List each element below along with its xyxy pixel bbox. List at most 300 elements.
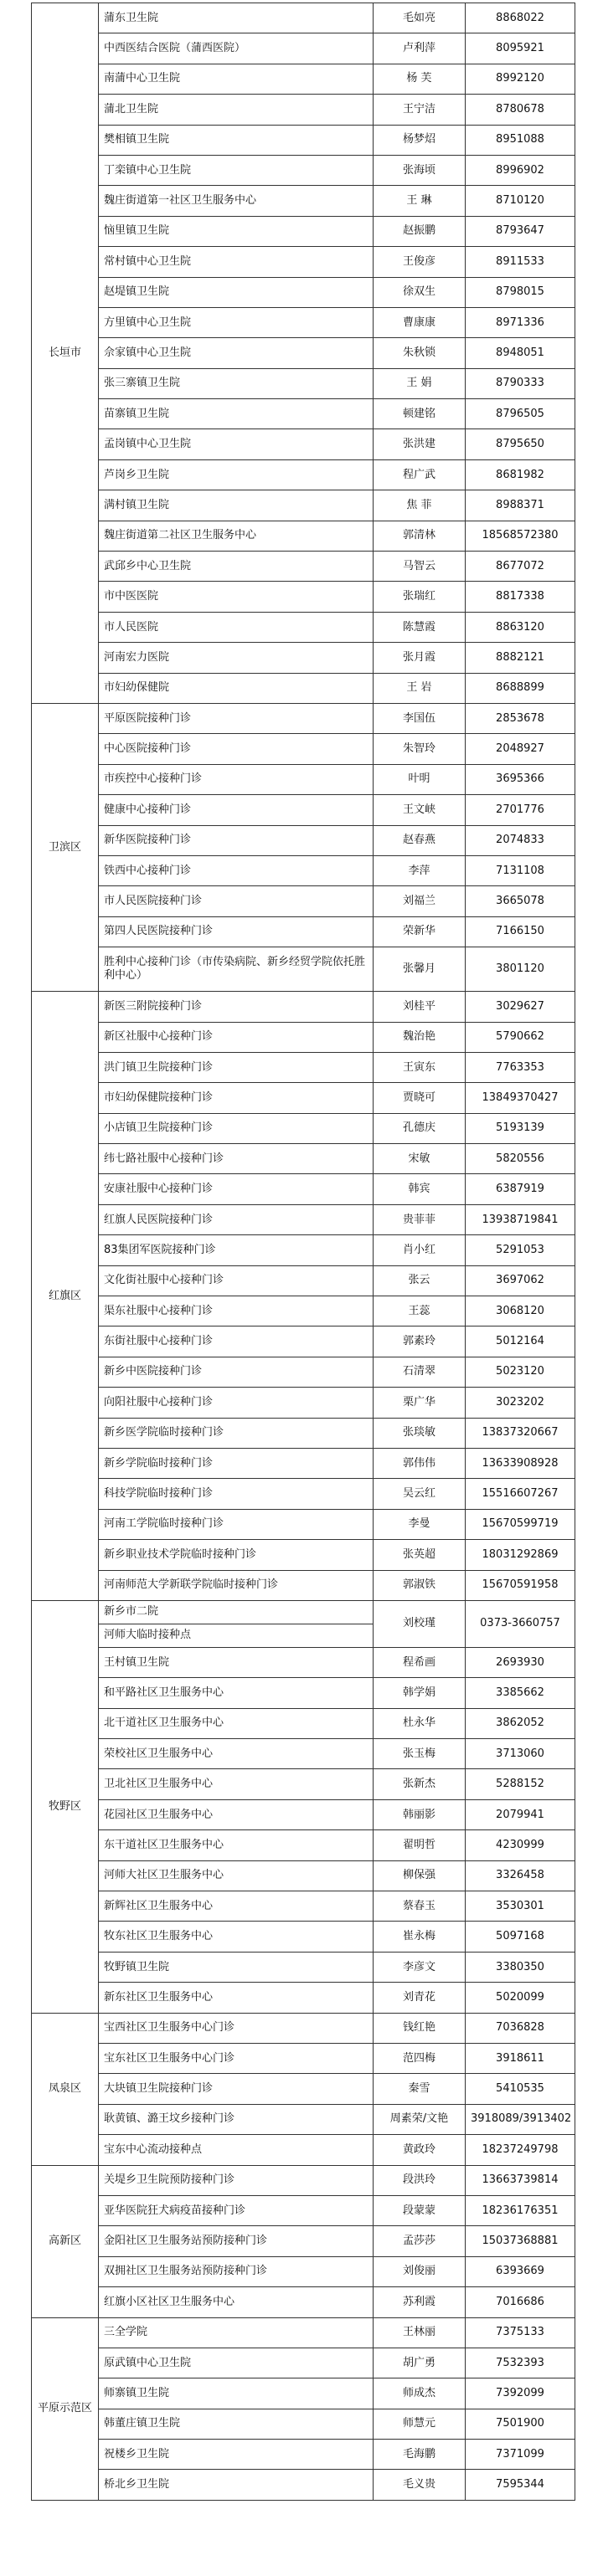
contact-cell: 孔德庆 (374, 1113, 466, 1143)
site-name-cell: 东干道社区卫生服务中心 (99, 1830, 374, 1860)
contact-cell: 叶明 (374, 764, 466, 794)
table-row (32, 399, 575, 429)
phone-cell: 8681982 (466, 459, 575, 490)
phone-cell: 3380350 (466, 1952, 575, 1982)
phone-cell: 0373-3660757 (466, 1600, 575, 1647)
phone-cell: 7371099 (466, 2440, 575, 2470)
site-name-cell: 武邱乡中心卫生院 (99, 552, 374, 582)
table-row (32, 2195, 575, 2225)
phone-cell: 3918611 (466, 2044, 575, 2074)
phone-cell: 3695366 (466, 764, 575, 794)
contact-cell: 石清翠 (374, 1357, 466, 1387)
contact-cell: 师成杰 (374, 2378, 466, 2409)
contact-cell: 段蒙蒙 (374, 2195, 466, 2225)
table-row (32, 1448, 575, 1478)
site-name-cell: 花园社区卫生服务中心 (99, 1799, 374, 1829)
contact-cell: 焦 菲 (374, 490, 466, 521)
phone-cell: 8992120 (466, 64, 575, 94)
table-row (32, 1083, 575, 1113)
table-row (32, 582, 575, 612)
phone-cell: 7532393 (466, 2348, 575, 2378)
phone-cell: 18236176351 (466, 2195, 575, 2225)
contact-cell: 王蕊 (374, 1296, 466, 1326)
contact-cell: 王俊彦 (374, 247, 466, 277)
site-name-cell: 文化街社服中心接种门诊 (99, 1265, 374, 1296)
contact-cell: 张新杰 (374, 1769, 466, 1799)
contact-cell: 贵菲菲 (374, 1204, 466, 1234)
contact-cell: 郭清林 (374, 521, 466, 551)
site-name-cell: 市妇幼保健院接种门诊 (99, 1083, 374, 1113)
phone-cell: 7375133 (466, 2317, 575, 2348)
table-row (32, 247, 575, 277)
table-row (32, 2074, 575, 2104)
phone-cell: 5020099 (466, 1983, 575, 2013)
phone-cell: 8996902 (466, 155, 575, 185)
table-row (32, 947, 575, 992)
phone-cell: 3530301 (466, 1891, 575, 1922)
phone-cell: 2079941 (466, 1799, 575, 1829)
contact-cell: 王文峡 (374, 795, 466, 825)
site-name-cell: 卫北社区卫生服务中心 (99, 1769, 374, 1799)
table-row (32, 1799, 575, 1829)
phone-cell: 7501900 (466, 2409, 575, 2439)
contact-cell: 贾晓可 (374, 1083, 466, 1113)
contact-cell: 范四梅 (374, 2044, 466, 2074)
contact-cell: 王 岩 (374, 673, 466, 703)
table-row (32, 1860, 575, 1891)
phone-cell: 5023120 (466, 1357, 575, 1387)
table-row (32, 307, 575, 337)
phone-cell: 7016686 (466, 2287, 575, 2317)
table-row (32, 1235, 575, 1265)
site-name-cell: 红旗小区社区卫生服务中心 (99, 2287, 374, 2317)
table-row (32, 2317, 575, 2348)
contact-cell: 郭伟伟 (374, 1448, 466, 1478)
site-name-cell: 原武镇中心卫生院 (99, 2348, 374, 2378)
site-name-cell: 新辉社区卫生服务中心 (99, 1891, 374, 1922)
contact-cell: 王寅东 (374, 1052, 466, 1082)
site-name-cell: 樊相镇卫生院 (99, 125, 374, 155)
site-name-cell: 亚华医院狂犬病疫苗接种门诊 (99, 2195, 374, 2225)
site-name-cell: 安康社服中心接种门诊 (99, 1174, 374, 1204)
contact-cell: 张月霞 (374, 643, 466, 673)
table-row (32, 3, 575, 33)
phone-cell: 8951088 (466, 125, 575, 155)
table-row (32, 1769, 575, 1799)
table-row (32, 795, 575, 825)
table-row (32, 2104, 575, 2134)
phone-cell: 8911533 (466, 247, 575, 277)
site-name-cell: 新乡市二院 (99, 1600, 374, 1624)
table-row (32, 855, 575, 885)
table-row (32, 1052, 575, 1082)
site-name-cell: 新乡职业技术学院临时接种门诊 (99, 1540, 374, 1570)
table-row (32, 521, 575, 551)
phone-cell: 8882121 (466, 643, 575, 673)
table-row (32, 1174, 575, 1204)
table-row (32, 2287, 575, 2317)
contact-cell: 李国伍 (374, 703, 466, 733)
site-name-cell: 蒲北卫生院 (99, 95, 374, 125)
phone-cell: 15670591958 (466, 1570, 575, 1600)
contact-cell: 张琰敏 (374, 1418, 466, 1448)
site-name-cell: 红旗人民医院接种门诊 (99, 1204, 374, 1234)
contact-cell: 张英超 (374, 1540, 466, 1570)
contact-cell: 郭素玲 (374, 1326, 466, 1357)
site-name-cell: 恼里镇卫生院 (99, 216, 374, 246)
site-name-cell: 科技学院临时接种门诊 (99, 1479, 374, 1509)
district-cell: 牧野区 (32, 1600, 99, 2013)
phone-cell: 13938719841 (466, 1204, 575, 1234)
contact-cell: 程广武 (374, 459, 466, 490)
phone-cell: 13837320667 (466, 1418, 575, 1448)
contact-cell: 杨 芙 (374, 64, 466, 94)
site-name-cell: 苗寨镇卫生院 (99, 399, 374, 429)
site-name-cell: 满村镇卫生院 (99, 490, 374, 521)
district-cell: 凤泉区 (32, 2013, 99, 2165)
table-row (32, 1479, 575, 1509)
site-name-cell: 丁栾镇中心卫生院 (99, 155, 374, 185)
contact-cell: 韩宾 (374, 1174, 466, 1204)
table-row (32, 1296, 575, 1326)
table-row (32, 1739, 575, 1769)
table-row (32, 1144, 575, 1174)
phone-cell: 7763353 (466, 1052, 575, 1082)
phone-cell: 5790662 (466, 1022, 575, 1052)
phone-cell: 8780678 (466, 95, 575, 125)
table-row (32, 277, 575, 307)
contact-cell: 蔡春玉 (374, 1891, 466, 1922)
site-name-cell: 新东社区卫生服务中心 (99, 1983, 374, 2013)
contact-cell: 刘桂平 (374, 992, 466, 1022)
phone-cell: 5097168 (466, 1922, 575, 1952)
contact-cell: 卢利萍 (374, 33, 466, 64)
phone-cell: 8948051 (466, 338, 575, 368)
contact-cell: 苏利霞 (374, 2287, 466, 2317)
site-name-cell: 常村镇中心卫生院 (99, 247, 374, 277)
table-row (32, 2165, 575, 2195)
site-name-cell: 金阳社区卫生服务站预防接种门诊 (99, 2226, 374, 2256)
contact-cell: 张馨月 (374, 947, 466, 992)
contact-cell: 刘青花 (374, 1983, 466, 2013)
contact-cell: 柳保强 (374, 1860, 466, 1891)
contact-cell: 栗广华 (374, 1388, 466, 1418)
phone-cell: 8988371 (466, 490, 575, 521)
contact-cell: 刘俊丽 (374, 2256, 466, 2286)
contact-cell: 崔永梅 (374, 1922, 466, 1952)
site-name-cell: 赵堤镇卫生院 (99, 277, 374, 307)
table-row (32, 125, 575, 155)
phone-cell: 2693930 (466, 1647, 575, 1677)
site-name-cell: 大块镇卫生院接种门诊 (99, 2074, 374, 2104)
site-name-cell: 市妇幼保健院 (99, 673, 374, 703)
phone-cell: 2853678 (466, 703, 575, 733)
site-name-cell: 市人民医院接种门诊 (99, 886, 374, 916)
contact-cell: 陈慧霞 (374, 612, 466, 642)
site-name-cell: 第四人民医院接种门诊 (99, 916, 374, 947)
contact-cell: 荣新华 (374, 916, 466, 947)
phone-cell: 3023202 (466, 1388, 575, 1418)
contact-cell: 刘校瑾 (374, 1600, 466, 1647)
table-row (32, 1647, 575, 1677)
site-name-cell: 张三寨镇卫生院 (99, 368, 374, 398)
phone-cell: 7036828 (466, 2013, 575, 2043)
contact-cell: 钱红艳 (374, 2013, 466, 2043)
table-row (32, 1678, 575, 1708)
contact-cell: 孟莎莎 (374, 2226, 466, 2256)
site-name-cell: 牧野镇卫生院 (99, 1952, 374, 1982)
table-row (32, 1265, 575, 1296)
phone-cell: 13849370427 (466, 1083, 575, 1113)
site-name-cell: 新乡医学院临时接种门诊 (99, 1418, 374, 1448)
table-row (32, 429, 575, 459)
site-name-cell: 渠东社服中心接种门诊 (99, 1296, 374, 1326)
contact-cell: 刘福兰 (374, 886, 466, 916)
contact-cell: 李萍 (374, 855, 466, 885)
site-name-cell: 中西医结合医院（蒲西医院） (99, 33, 374, 64)
table-row (32, 1922, 575, 1952)
contact-cell: 赵振鹏 (374, 216, 466, 246)
phone-cell: 8971336 (466, 307, 575, 337)
district-cell: 高新区 (32, 2165, 99, 2317)
site-name-cell: 宝西社区卫生服务中心门诊 (99, 2013, 374, 2043)
contact-cell: 马智云 (374, 552, 466, 582)
contact-cell: 魏治艳 (374, 1022, 466, 1052)
contact-cell: 赵春燕 (374, 825, 466, 855)
site-name-cell: 王村镇卫生院 (99, 1647, 374, 1677)
site-name-cell: 宝东社区卫生服务中心门诊 (99, 2044, 374, 2074)
phone-cell: 13633908928 (466, 1448, 575, 1478)
contact-cell: 段洪玲 (374, 2165, 466, 2195)
district-cell: 红旗区 (32, 992, 99, 1601)
contact-cell: 毛义贵 (374, 2470, 466, 2500)
site-name-cell: 平原医院接种门诊 (99, 703, 374, 733)
site-name-cell: 市疾控中心接种门诊 (99, 764, 374, 794)
phone-cell: 6387919 (466, 1174, 575, 1204)
phone-cell: 3918089/3913402 (466, 2104, 575, 2134)
table-row (32, 186, 575, 216)
contact-cell: 张洪建 (374, 429, 466, 459)
table-row (32, 1022, 575, 1052)
contact-cell: 韩丽影 (374, 1799, 466, 1829)
table-row (32, 33, 575, 64)
table-row (32, 764, 575, 794)
table-row (32, 338, 575, 368)
phone-cell: 18237249798 (466, 2135, 575, 2165)
contact-cell: 张玉梅 (374, 1739, 466, 1769)
phone-cell: 18568572380 (466, 521, 575, 551)
site-name-cell: 牧东社区卫生服务中心 (99, 1922, 374, 1952)
table-row (32, 64, 575, 94)
contact-cell: 宋敏 (374, 1144, 466, 1174)
contact-cell: 王 琳 (374, 186, 466, 216)
site-name-cell: 河师大社区卫生服务中心 (99, 1860, 374, 1891)
phone-cell: 8793647 (466, 216, 575, 246)
phone-cell: 8868022 (466, 3, 575, 33)
phone-cell: 8795650 (466, 429, 575, 459)
phone-cell: 8677072 (466, 552, 575, 582)
site-name-cell: 洪门镇卫生院接种门诊 (99, 1052, 374, 1082)
contact-cell: 杨梦炤 (374, 125, 466, 155)
table-row (32, 1509, 575, 1539)
table-row (32, 552, 575, 582)
contact-cell: 胡广勇 (374, 2348, 466, 2378)
table-row (32, 368, 575, 398)
site-name-cell: 健康中心接种门诊 (99, 795, 374, 825)
phone-cell: 18031292869 (466, 1540, 575, 1570)
table-row (32, 1952, 575, 1982)
phone-cell: 2701776 (466, 795, 575, 825)
table-row (32, 1357, 575, 1387)
table-row (32, 2470, 575, 2500)
phone-cell: 8817338 (466, 582, 575, 612)
phone-cell: 15670599719 (466, 1509, 575, 1539)
table-row (32, 2378, 575, 2409)
contact-cell: 毛如亮 (374, 3, 466, 33)
contact-cell: 王林丽 (374, 2317, 466, 2348)
contact-cell: 曹康康 (374, 307, 466, 337)
phone-cell: 15516607267 (466, 1479, 575, 1509)
table-row (32, 1388, 575, 1418)
contact-cell: 肖小红 (374, 1235, 466, 1265)
phone-cell: 7595344 (466, 2470, 575, 2500)
contact-cell: 毛海鹏 (374, 2440, 466, 2470)
contact-cell: 张海顷 (374, 155, 466, 185)
site-name-cell: 小店镇卫生院接种门诊 (99, 1113, 374, 1143)
table-row (32, 2135, 575, 2165)
district-cell: 平原示范区 (32, 2317, 99, 2500)
site-name-cell: 祝楼乡卫生院 (99, 2440, 374, 2470)
table-row (32, 2226, 575, 2256)
site-name-cell: 耿黄镇、潞王坟乡接种门诊 (99, 2104, 374, 2134)
table-row (32, 1708, 575, 1738)
site-name-cell: 孟岗镇中心卫生院 (99, 429, 374, 459)
table-row (32, 643, 575, 673)
phone-cell: 6393669 (466, 2256, 575, 2286)
table-row (32, 916, 575, 947)
contact-cell: 吴云红 (374, 1479, 466, 1509)
site-name-cell: 双拥社区卫生服务站预防接种门诊 (99, 2256, 374, 2286)
site-name-cell: 中心医院接种门诊 (99, 734, 374, 764)
table-row (32, 2409, 575, 2439)
contact-cell: 王 娟 (374, 368, 466, 398)
site-name-cell: 方里镇中心卫生院 (99, 307, 374, 337)
table-row (32, 1891, 575, 1922)
site-name-cell: 新乡中医院接种门诊 (99, 1357, 374, 1387)
contact-cell: 程希画 (374, 1647, 466, 1677)
phone-cell: 7131108 (466, 855, 575, 885)
table-row (32, 612, 575, 642)
table-row (32, 1600, 575, 1624)
contact-cell: 李曼 (374, 1509, 466, 1539)
phone-cell: 3801120 (466, 947, 575, 992)
phone-cell: 2048927 (466, 734, 575, 764)
site-name-cell: 桥北乡卫生院 (99, 2470, 374, 2500)
phone-cell: 5410535 (466, 2074, 575, 2104)
site-name-cell: 新华医院接种门诊 (99, 825, 374, 855)
table-row (32, 1326, 575, 1357)
phone-cell: 3665078 (466, 886, 575, 916)
table-body (32, 3, 575, 2501)
site-name-cell: 魏庄街道第一社区卫生服务中心 (99, 186, 374, 216)
table-row (32, 1204, 575, 1234)
phone-cell: 3713060 (466, 1739, 575, 1769)
phone-cell: 15037368881 (466, 2226, 575, 2256)
site-name-cell: 蒲东卫生院 (99, 3, 374, 33)
phone-cell: 8863120 (466, 612, 575, 642)
contact-cell: 李彦文 (374, 1952, 466, 1982)
contact-cell: 王宁洁 (374, 95, 466, 125)
contact-cell: 秦雪 (374, 2074, 466, 2104)
site-name-cell: 纬七路社服中心接种门诊 (99, 1144, 374, 1174)
site-name-cell: 魏庄街道第二社区卫生服务中心 (99, 521, 374, 551)
contact-cell: 翟明哲 (374, 1830, 466, 1860)
site-name-cell: 河南宏力医院 (99, 643, 374, 673)
contact-cell: 朱智玲 (374, 734, 466, 764)
contact-cell: 张瑞红 (374, 582, 466, 612)
table-row (32, 2348, 575, 2378)
table-row (32, 673, 575, 703)
site-name-cell: 南蒲中心卫生院 (99, 64, 374, 94)
phone-cell: 7166150 (466, 916, 575, 947)
site-name-cell: 荣校社区卫生服务中心 (99, 1739, 374, 1769)
site-name-cell: 铁西中心接种门诊 (99, 855, 374, 885)
site-name-cell: 关堤乡卫生院预防接种门诊 (99, 2165, 374, 2195)
contact-cell: 张云 (374, 1265, 466, 1296)
phone-cell: 8790333 (466, 368, 575, 398)
phone-cell: 2074833 (466, 825, 575, 855)
contact-cell: 徐双生 (374, 277, 466, 307)
site-name-cell: 市中医医院 (99, 582, 374, 612)
table-row (32, 1418, 575, 1448)
vaccination-site-table (31, 3, 575, 2501)
phone-cell: 13663739814 (466, 2165, 575, 2195)
contact-cell: 郭淑铁 (374, 1570, 466, 1600)
phone-cell: 3029627 (466, 992, 575, 1022)
site-name-cell: 新区社服中心接种门诊 (99, 1022, 374, 1052)
site-name-cell: 胜利中心接种门诊（市传染病院、新乡经贸学院依托胜利中心） (99, 947, 374, 992)
table-row (32, 2044, 575, 2074)
phone-cell: 8688899 (466, 673, 575, 703)
table-row (32, 155, 575, 185)
phone-cell: 5193139 (466, 1113, 575, 1143)
contact-cell: 杜永华 (374, 1708, 466, 1738)
contact-cell: 周素荣/文艳 (374, 2104, 466, 2134)
phone-cell: 5291053 (466, 1235, 575, 1265)
phone-cell: 5288152 (466, 1769, 575, 1799)
phone-cell: 8095921 (466, 33, 575, 64)
phone-cell: 8798015 (466, 277, 575, 307)
site-name-cell: 83集团军医院接种门诊 (99, 1235, 374, 1265)
table-row (32, 1570, 575, 1600)
contact-cell: 朱秋锁 (374, 338, 466, 368)
site-name-cell: 师寨镇卫生院 (99, 2378, 374, 2409)
phone-cell: 8796505 (466, 399, 575, 429)
table-row (32, 2013, 575, 2043)
site-name-cell: 佘家镇中心卫生院 (99, 338, 374, 368)
contact-cell: 黄政玲 (374, 2135, 466, 2165)
phone-cell: 5820556 (466, 1144, 575, 1174)
contact-cell: 顿建铭 (374, 399, 466, 429)
contact-cell: 师慧元 (374, 2409, 466, 2439)
table-row (32, 216, 575, 246)
table-row (32, 2256, 575, 2286)
site-name-cell: 北干道社区卫生服务中心 (99, 1708, 374, 1738)
site-name-cell: 和平路社区卫生服务中心 (99, 1678, 374, 1708)
site-name-cell: 河南工学院临时接种门诊 (99, 1509, 374, 1539)
site-name-cell: 向阳社服中心接种门诊 (99, 1388, 374, 1418)
table-row (32, 2440, 575, 2470)
